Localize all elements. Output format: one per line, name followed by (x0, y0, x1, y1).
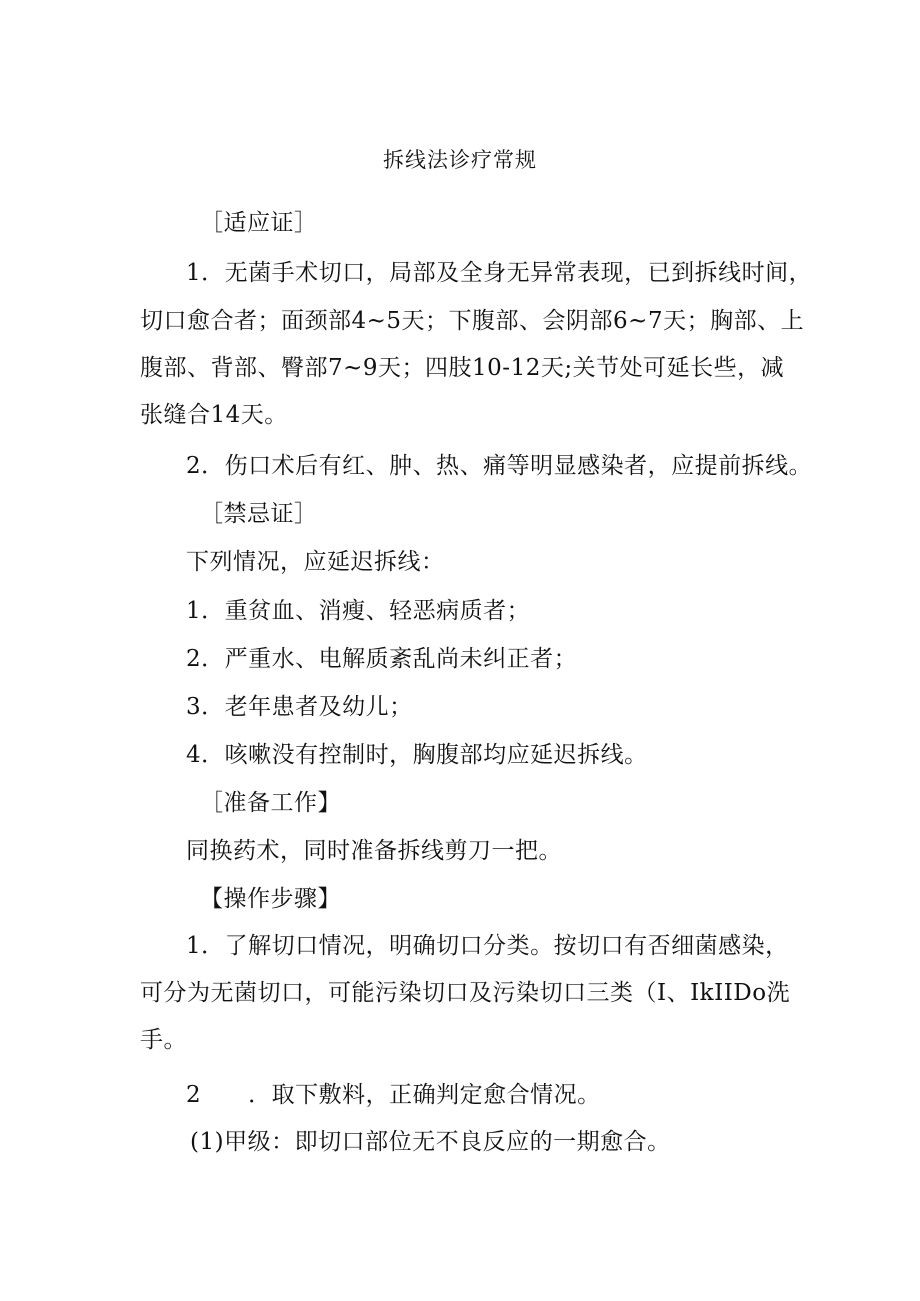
paragraph-line: 可分为无菌切口，可能污染切口及污染切口三类（I、IkIIDo洗 (140, 980, 791, 1006)
paragraph-line: 1．了解切口情况，明确切口分类。按切口有否细菌感染， (186, 933, 789, 959)
paragraph-line: 2．伤口术后有红、肿、热、痛等明显感染者，应提前拆线。 (186, 453, 813, 479)
section-heading-indications: ［适应证］ (200, 210, 318, 236)
paragraph-line: 1．无菌手术切口，局部及全身无异常表现，已到拆线时间， (186, 260, 813, 286)
list-item: 4．咳嗽没有控制时，胸腹部均应延迟拆线。 (186, 742, 648, 768)
paragraph-line: 下列情况，应延迟拆线： (186, 549, 445, 575)
section-heading-preparation: ［准备工作】 (200, 790, 341, 816)
list-item: 2．严重水、电解质紊乱尚未纠正者； (186, 646, 578, 672)
list-item: 1．重贫血、消瘦、轻恶病质者； (186, 598, 531, 624)
section-heading-procedure: 【操作步骤】 (200, 886, 341, 912)
paragraph-line: 腹部、背部、臀部7~9天；四肢10-12天;关节处可延长些，减 (140, 355, 785, 381)
section-heading-contraindications: ［禁忌证］ (200, 501, 318, 527)
paragraph-line: 同换药术，同时准备拆线剪刀一把。 (186, 838, 562, 864)
document-title: 拆线法诊疗常规 (383, 148, 537, 172)
paragraph-line: 张缝合14天。 (140, 402, 288, 428)
paragraph-line: (1)甲级：即切口部位无不良反应的一期愈合。 (190, 1129, 671, 1155)
list-item: 3．老年患者及幼儿； (186, 694, 413, 720)
paragraph-line: 2 ．取下敷料，正确判定愈合情况。 (186, 1082, 601, 1108)
paragraph-line: 手。 (140, 1027, 187, 1053)
paragraph-line: 切口愈合者；面颈部4~5天；下腹部、会阴部6~7天；胸部、上 (140, 308, 805, 334)
